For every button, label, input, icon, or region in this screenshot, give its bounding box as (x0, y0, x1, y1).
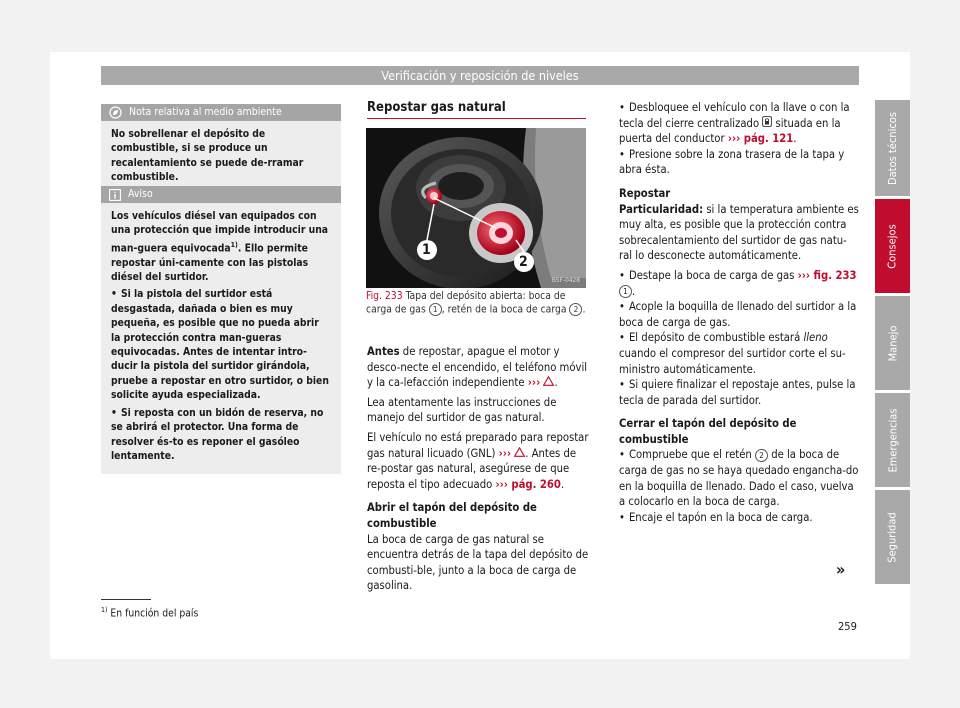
middle-p3-text: El vehículo no está preparado para repostar gas natural licuado (GNL) (367, 430, 589, 460)
footnote-mark: 1) (101, 606, 108, 614)
tab-label: Manejo (886, 325, 899, 361)
caption-text-b: , retén de la boca de carga (441, 303, 567, 316)
middle-p2: Lea atentamente las instrucciones de manejo del surtidor de gas natural. (367, 395, 557, 425)
right-b1b: situada en la puerta del conductor (619, 116, 841, 146)
right-bullet-2: • Presione sobre la zona trasera de la tapa y abra ésta. (619, 147, 859, 178)
tab-label: Emergencias (886, 408, 900, 472)
middle-p1: Antes de repostar, apague el motor y desco-necte el encendido, el teléfono móvil y la ca-lefacción independiente ››› . (367, 345, 588, 390)
footnote (101, 606, 198, 619)
right-column (619, 100, 859, 525)
page-header: Verificación y reposición de niveles (101, 66, 859, 85)
tab-seguridad[interactable] (875, 490, 910, 584)
environment-note-title: Nota relativa al medio ambiente (129, 106, 282, 118)
figure-code: B5F-0428 (551, 276, 580, 284)
leaf-icon (109, 106, 122, 119)
footnote-text: En función del país (110, 607, 199, 620)
aviso-bullet-1: • Si la pistola del surtidor está desgastada, dañada o bien es muy pequeña, es posible que no pueda abrir la protección contra man-gueras equivocadas. Antes de intentar intro-ducir la pistola del surtidor girándola, pruebe a repostar en otro surtidor, o bien solicite ayuda especializada. (111, 287, 331, 402)
figure-caption (366, 290, 586, 317)
environment-note-text: No sobrellenar el depósito de combustible, si se produce un recalentamiento se puede de-rramar combustible. (111, 128, 304, 184)
right-bullet-5 (619, 330, 859, 377)
callout-ref-2: 2 (755, 449, 768, 462)
footnote-ref[interactable]: 1) (230, 240, 238, 249)
middle-column (367, 344, 589, 594)
warning-icon[interactable] (514, 447, 525, 457)
environment-note-header (101, 104, 341, 121)
right-bullet-6: • Si quiere finalizar el repostaje antes, pulse la tecla de parada del surtidor. (619, 377, 859, 408)
callout-ref-1: 1 (619, 285, 632, 298)
right-b1a: Desbloquee el vehículo con la llave o con la tecla del cierre centralizado (619, 101, 850, 130)
page-link-260[interactable]: ››› pág. 260 (495, 477, 561, 491)
particularidad (619, 202, 859, 264)
tab-label: Seguridad (886, 511, 900, 563)
right-b3: Destape la boca de carga de gas (628, 268, 795, 282)
right-b7a: Compruebe que el retén (628, 448, 752, 462)
section-title: Repostar gas natural (367, 100, 506, 115)
warning-icon[interactable] (543, 376, 554, 386)
callout-ref-1: 1 (429, 303, 442, 316)
title-rule (367, 118, 586, 119)
aviso-title: Aviso (128, 188, 153, 200)
right-bullet-1: • Desbloquee el vehículo con la llave o con la tecla del cierre centralizado situada en la puerta del conductor ››› pág. 121. (619, 100, 859, 147)
subheading-cerrar: Cerrar el tapón del depósito de combustible (619, 417, 797, 446)
caption-text-c: . (582, 303, 586, 316)
tab-datos-tecnicos[interactable] (875, 100, 910, 196)
aviso-paragraph (111, 209, 331, 284)
middle-p1-text: de repostar, apague el motor y desco-necte el encendido, el teléfono móvil y la ca-lefacción independiente (367, 345, 588, 390)
fig-link-233[interactable]: ››› fig. 233 (797, 268, 857, 282)
footnote-rule (101, 599, 151, 600)
right-bullet-8: • Encaje el tapón en la boca de carga. (619, 510, 859, 526)
aviso-p1-end: . Ello permite repostar úni-camente con las pistolas diésel del surtidor. (111, 242, 309, 284)
particularidad-text: si la temperatura ambiente es muy alta, es posible que la protección contra sobrecalentamiento del surtidor de gas natu-ral lo desconecte automáticamente. (619, 202, 859, 263)
right-bullet-4: • Acople la boquilla de llenado del surtidor a la boca de carga de gas. (619, 299, 859, 330)
figure-233 (366, 128, 586, 288)
page-number: 259 (838, 620, 857, 633)
right-bullet-7 (619, 447, 859, 509)
figure-callout-2: 2 (519, 254, 528, 270)
info-icon (109, 189, 121, 201)
caption-text-a: Tapa del depósito abierta: boca de carga de gas (366, 290, 566, 316)
ref-arrow[interactable]: ››› (498, 446, 512, 460)
tab-consejos[interactable] (875, 199, 910, 293)
tab-manejo[interactable] (875, 296, 910, 390)
aviso-bullet-2: • Si reposta con un bidón de reserva, no se abrirá el protector. Una forma de resolver és-to es reponer el gasóleo lentamente. (111, 406, 331, 464)
middle-p3b-text: . Antes de re-postar gas natural, asegúrese de que reposta el tipo adecuado (367, 446, 577, 491)
tab-label: Consejos (886, 223, 900, 269)
right-b5a: El depósito de combustible estará (628, 331, 801, 345)
middle-p4: La boca de carga de gas natural se encuentra detrás de la tapa del depósito de combusti-ble, junto a la boca de carga de gasolina. (367, 532, 589, 593)
aviso-box (101, 186, 341, 474)
particularidad-label: Particularidad: (619, 202, 704, 216)
continue-marker: » (836, 560, 846, 579)
subheading-abrir: Abrir el tapón del depósito de combustible (367, 501, 537, 530)
environment-note-box (101, 104, 341, 196)
tab-emergencias[interactable] (875, 393, 910, 487)
middle-p3: El vehículo no está preparado para repostar gas natural licuado (GNL) ››› . Antes de re-postar gas natural, asegúrese de que reposta el tipo adecuado ››› pág. 260. (367, 430, 589, 491)
fuel-filler-photo (366, 128, 586, 288)
tab-label: Datos técnicos (886, 111, 899, 185)
right-b7b: de la boca de carga de gas no se haya quedado engancha-do en la boquilla de llenado. Dado el caso, vuelva a colocarlo en la boca de carga. (619, 448, 859, 509)
page-link-121[interactable]: ››› pág. 121 (727, 132, 794, 146)
lock-icon (762, 116, 772, 127)
figure-callout-1: 1 (422, 242, 431, 258)
ref-arrow[interactable]: ››› (527, 376, 541, 390)
callout-ref-2: 2 (569, 303, 582, 316)
subheading-repostar: Repostar (619, 186, 671, 200)
aviso-p1: Los vehículos diésel van equipados con una protección que impide introducir una man-guera equivocada (111, 210, 329, 255)
right-b5b: cuando el compresor del surtidor corte el su-ministro automáticamente. (619, 346, 846, 376)
aviso-header (101, 186, 341, 203)
right-b5-em: lleno (803, 331, 828, 345)
figure-label: Fig. 233 (366, 290, 403, 302)
antes-bold: Antes (367, 345, 400, 358)
right-bullet-3: • Destape la boca de carga de gas ››› fig. 233 1 . (619, 268, 859, 299)
